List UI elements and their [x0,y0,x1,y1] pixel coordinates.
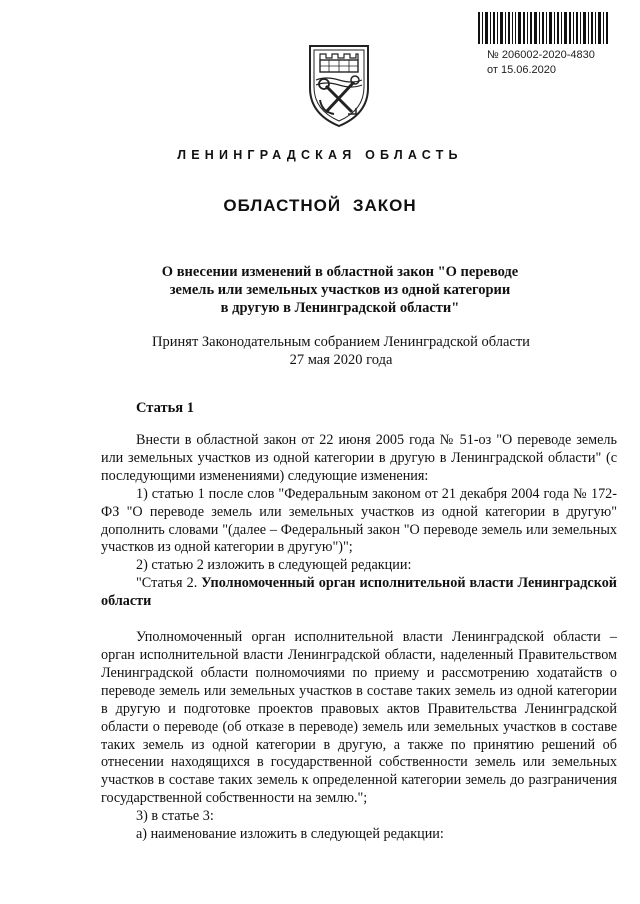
adoption-line: Принят Законодательным собранием Ленинградской области [152,334,530,350]
article-heading: Статья 1 [136,400,194,416]
paragraph [101,575,617,611]
coat-of-arms-icon [306,40,372,128]
registration-date: от 15.06.2020 [487,64,557,76]
paragraph: 2) статью 2 изложить в следующей редакции: [136,557,412,574]
article-2-prefix: "Статья 2. [136,575,202,592]
registration-number: № 206002-2020-4830 [487,49,595,61]
title-line: земель или земельных участков из одной категории [169,282,511,298]
adoption-note [0,333,640,369]
barcode-icon [478,12,608,44]
article-body [101,432,617,844]
document-type: ОБЛАСТНОЙ ЗАКОН [223,196,417,215]
paragraph: 1) статью 1 после слов "Федеральным законом от 21 декабря 2004 года № 172-ФЗ "О переводе земель или земельных участков из одной категории в другую" дополнить словами "(далее – Федеральный закон "О переводе земель или земельных участков из одной категории в другую")"; [101,485,617,556]
paragraph: Уполномоченный орган исполнительной власти Ленинградской области – орган исполнительной власти Ленинградской области, наделенный Правительством Ленинградской области полномочиями по приему и рассмотрению ходатайств о переводе земель или земельных участков в составе таких земель из одной категории в другую и подготовке проектов правовых актов Правительства Ленинградской области о переводе (об отказе в переводе) земель или земельных участков в составе таких земель из одной категории в другую, а также по принятию решений об отнесении находящихся в государственной собственности земель или земельных участков в составе таких земель к определенной категории земель до разграничения государственной собственности на землю."; [101,629,617,807]
article-2-heading: Уполномоченный орган исполнительной власти Ленинградской области [101,575,617,610]
title-line: в другую в Ленинградской области" [220,300,460,316]
paragraph: а) наименование изложить в следующей редакции: [136,826,444,843]
region-name: ЛЕНИНГРАДСКАЯ ОБЛАСТЬ [177,148,463,162]
adoption-date: 27 мая 2020 года [289,352,393,368]
paragraph: Внести в областной закон от 22 июня 2005 года № 51-оз "О переводе земель или земельных участков из одной категории в другую в Ленинградской области" (с последующими изменениями) следующие изменения: [101,432,617,484]
title-line: О внесении изменений в областной закон "О переводе [161,264,519,280]
law-title [0,263,640,317]
paragraph: 3) в статье 3: [136,808,214,825]
registration-stamp [487,48,595,78]
